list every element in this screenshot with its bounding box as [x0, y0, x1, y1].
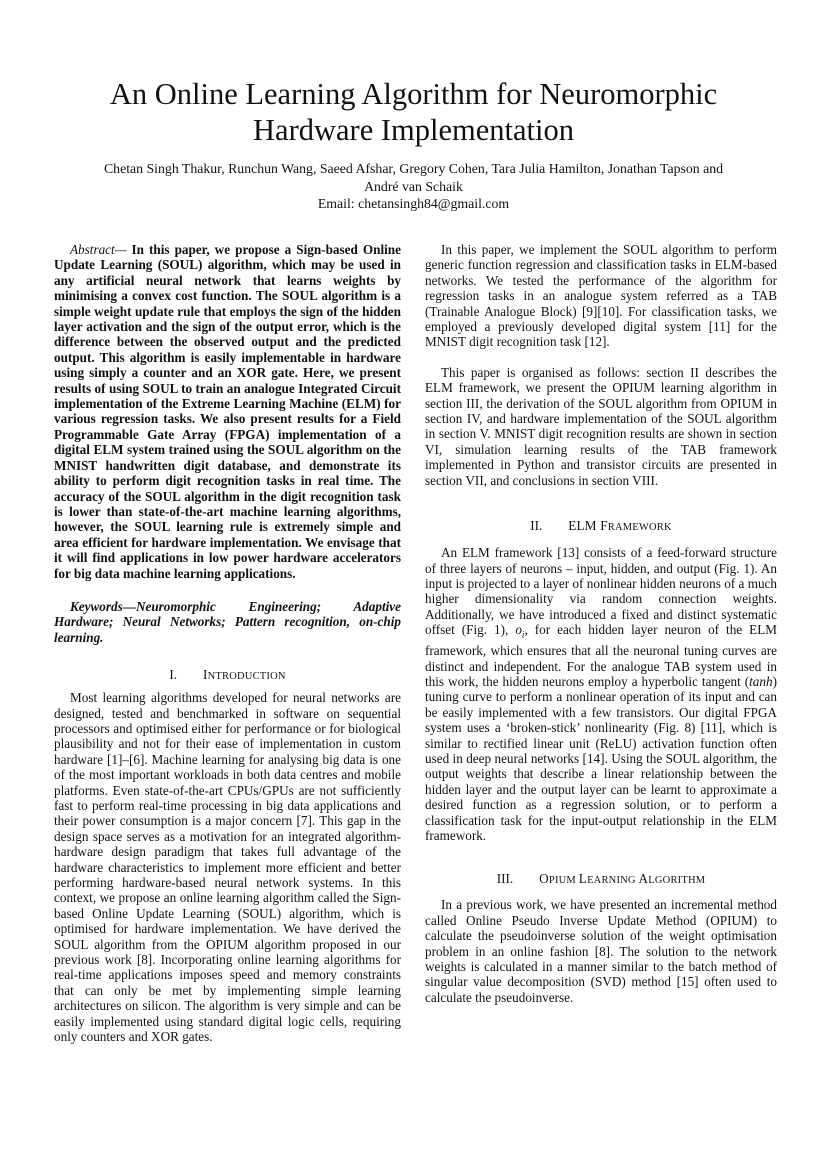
section-rest: PIUM: [548, 875, 579, 887]
section-cap: A: [638, 871, 649, 887]
keywords: [54, 599, 401, 645]
section-heading-elm: [425, 518, 777, 535]
section-cap: ELM F: [568, 518, 608, 534]
section-cap: I: [203, 667, 208, 683]
opium-paragraph: In a previous work, we have presented an incremental method called Online Pseudo Inverse Update Method (OPIUM) to calculate the pseudoinverse solution of the weight optimisation problem in an online fashion [8]. The solution to the network weights is calculated in a manner similar to the batch method of singular value decomposition (SVD) method [15] often used to calculate the pseudoinverse.: [425, 897, 777, 1005]
right-paragraph-1: In this paper, we implement the SOUL algorithm to perform generic function regression and classification tasks in ELM-based networks. We tested the performance of the algorithm for regression tasks in an analogue system referred as a TAB (Trainable Analogue Block) [9][10]. For classification tasks, we employed a previously developed digital system [11] for the MNIST digit recognition task [12].: [425, 242, 777, 350]
keywords-text: Neuromorphic Engineering; Adaptive Hardware; Neural Networks; Pattern recognition, on-chip learning.: [54, 598, 401, 645]
right-paragraph-2: This paper is organised as follows: section II describes the ELM framework, we present the OPIUM learning algorithm in section III, the derivation of the SOUL algorithm from OPIUM in section IV, and hardware implementation of the SOUL algorithm in section V. MNIST digit recognition results are shown in section VI, simulation learning results of the TAB framework implemented in Python and transistor circuits are presented in section VII, and conclusions in section VIII.: [425, 364, 777, 488]
title-line-2: Hardware Implementation: [253, 113, 574, 147]
section-rest: RAMEWORK: [607, 522, 672, 534]
abstract-text: In this paper, we propose a Sign-based Online Update Learning (SOUL) algorithm, which may be used in any artificial neural network that learns weights by minimising a convex cost function. The SOUL algorithm is a simple weight update rule that employs the sign of the hidden layer activation and the sign of the output error, which is the difference between the observed output and the predicted output. This algorithm is easily implementable in hardware using simply a counter and an XOR gate. Here, we present results of using SOUL to train an analogue Integrated Circuit implementation of the Extreme Learning Machine (ELM) for various regression tasks. We also present results for a Field Programmable Gate Array (FPGA) implementation of a digital ELM system trained using the SOUL algorithm on the MNIST handwritten digit database, and demonstrate its ability to perform digit recognition tasks in real time. The accuracy of the SOUL algorithm in the digit recognition task is lower than state-of-the-art machine learning algorithms, however, the SOUL learning rule is extremely simple and area efficient for hardware implementation. We envisage that it will find applications in low power hardware accelerators for big data machine learning applications.: [54, 242, 401, 581]
section-rest: NTRODUCTION: [207, 671, 286, 683]
section-cap: O: [539, 871, 549, 887]
elm-paragraph: [425, 545, 777, 843]
section-heading-opium: [425, 871, 777, 888]
section-rest: LGORITHM: [648, 875, 706, 887]
elm-text-c: ) tuning curve to perform a nonlinear operation of its input and can be easily implemented with a few transistors. Our digital FPGA system uses a ‘broken-stick’ nonlinearity (Fig. 8) [11], which is similar to rectified linear unit (ReLU) activation function often used in deep neural networks [14]. Using the SOUL algorithm, the output weights that describe a linear relationship between the hidden layer and the output layer can be learnt to approximate a desired function as a regression solution, or to perform a classification task for the input-output relationship in the ELM framework.: [425, 673, 777, 844]
title-line-1: An Online Learning Algorithm for Neuromorphic: [109, 77, 718, 111]
authors-line-2: André van Schaik: [364, 179, 463, 194]
elm-text-b: , for each hidden layer neuron of the ELM framework, which ensures that all the neuronal tuning curves are distinct and independent. For the analogue TAB system used in this work, the hidden neurons employ a hyperbolic tangent (: [425, 622, 777, 689]
section-number: I.: [169, 667, 178, 683]
abstract-lead: Abstract—: [70, 242, 127, 257]
section-rest: EARNING: [587, 875, 639, 887]
contact-email: Email: chetansingh84@gmail.com: [317, 196, 510, 211]
authors-line-1: Chetan Singh Thakur, Runchun Wang, Saeed Afshar, Gregory Cohen, Tara Julia Hamilton, Jonathan Tapson and: [103, 161, 724, 176]
section-number: III.: [496, 871, 514, 887]
keywords-lead: Keywords—: [70, 598, 136, 614]
offset-symbol-sub: i: [521, 629, 525, 640]
abstract: [54, 242, 401, 581]
section-number: II.: [530, 518, 543, 534]
right-column: [425, 242, 777, 1005]
section-heading-introduction: [54, 667, 401, 684]
tanh-term: tanh: [749, 673, 773, 689]
paper-title: [60, 76, 767, 148]
author-list: [50, 160, 777, 196]
introduction-paragraph: Most learning algorithms developed for neural networks are designed, tested and benchmarked in software on sequential processors and optimised either for performance or for biological plausibility and not for their ease of implementation in custom hardware [1]–[6]. Machine learning for analysing big data is one of the most important workloads in both data centres and mobile platforms. Even state-of-the-art CPUs/GPUs are not sufficiently fast to perform real-time processing in big data applications and their power consumption is a major concern [7]. This gap in the design space serves as a motivation for an integrated algorithm-hardware design paradigm that takes full advantage of the hardware characteristics to implement more efficient and better performing hardware-based neural network systems. In this context, we propose an online learning algorithm called the Sign-based Online Update Learning (SOUL) algorithm, which is optimised for hardware implementation. We have derived the SOUL algorithm from the OPIUM algorithm proposed in our previous work [8]. Incorporating online learning algorithms for real-time applications imposes speed and memory constraints that can only be met by implementing simple learning architectures on silicon. The algorithm is very simple and can be easily implemented using standard digital logic cells, requiring only counters and XOR gates.: [54, 690, 401, 1045]
offset-symbol-base: o: [515, 622, 522, 638]
left-column: [54, 242, 401, 1045]
section-cap: L: [578, 871, 588, 887]
elm-text-a: An ELM framework [13] consists of a feed-forward structure of three layers of neurons – input, hidden, and output (Fig. 1). An input is projected to a layer of nonlinear hidden neurons of a much higher dimensionality via random connection weights. Additionally, we have introduced a fixed and distinct systematic offset (Fig. 1),: [425, 545, 777, 638]
